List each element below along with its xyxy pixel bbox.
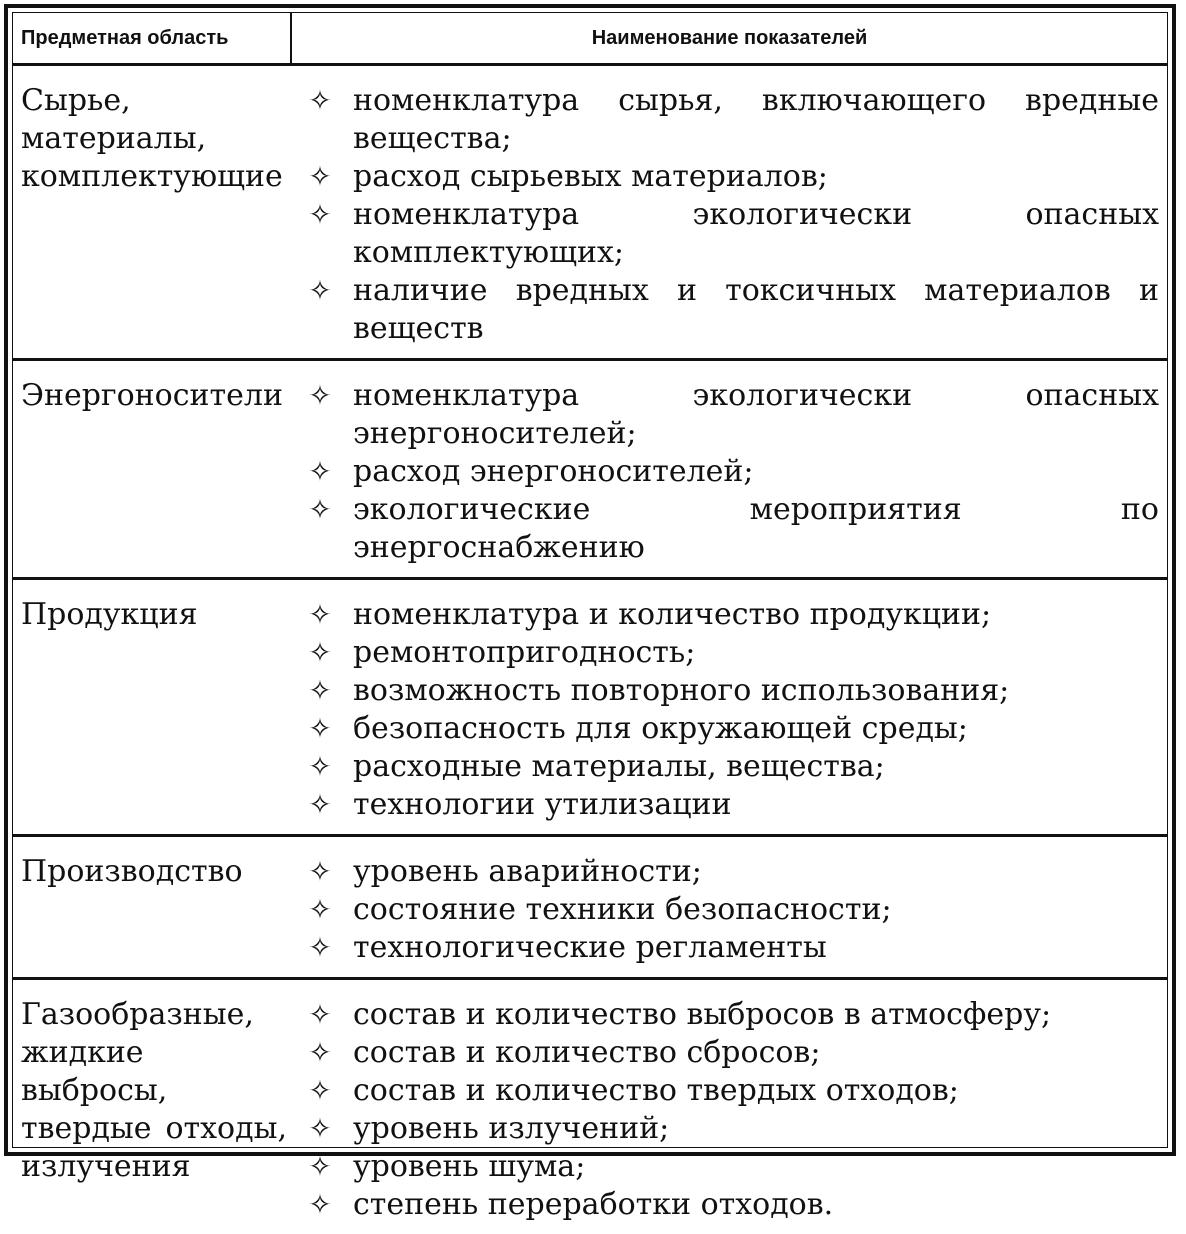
list-item xyxy=(291,82,1159,158)
list-item xyxy=(291,748,1159,786)
indicator-text: безопасность для окружающей среды; xyxy=(353,711,968,746)
indicators-cell xyxy=(291,836,1167,979)
subject-area-cell: Производство xyxy=(13,836,291,979)
list-item xyxy=(291,491,1159,567)
list-item xyxy=(291,853,1159,891)
indicator-text: экологические мероприятия по энергоснабжению xyxy=(353,492,1159,565)
indicator-text: состояние техники безопасности; xyxy=(353,892,892,927)
list-item xyxy=(291,272,1159,348)
diamond-star-outline-icon: ✧ xyxy=(303,1186,337,1224)
subject-area-cell: Сырье, материалы, комплектующие xyxy=(13,65,291,360)
diamond-star-outline-icon: ✧ xyxy=(303,710,337,748)
header-subject-area: Предметная область xyxy=(13,13,291,65)
table-row xyxy=(13,979,1167,1234)
indicator-text: уровень аварийности; xyxy=(353,854,702,889)
subject-area-cell: Энергоносители xyxy=(13,360,291,579)
table-body xyxy=(13,65,1167,1234)
indicator-text: технологии утилизации xyxy=(353,787,732,822)
indicators-cell xyxy=(291,979,1167,1234)
list-item xyxy=(291,1110,1159,1148)
diamond-star-outline-icon: ✧ xyxy=(303,82,337,120)
table-row xyxy=(13,65,1167,360)
diamond-star-outline-icon: ✧ xyxy=(303,272,337,310)
indicators-table xyxy=(13,13,1167,1234)
indicator-text: состав и количество твердых отходов; xyxy=(353,1073,959,1108)
header-indicators: Наименование показателей xyxy=(291,13,1167,65)
list-item xyxy=(291,377,1159,453)
list-item xyxy=(291,1148,1159,1186)
diamond-star-outline-icon: ✧ xyxy=(303,377,337,415)
list-item xyxy=(291,1034,1159,1072)
indicator-text: возможность повторного использования; xyxy=(353,673,1009,708)
diamond-star-outline-icon: ✧ xyxy=(303,196,337,234)
list-item xyxy=(291,996,1159,1034)
indicator-text: уровень шума; xyxy=(353,1149,585,1184)
subject-area-cell: Продукция xyxy=(13,579,291,836)
indicator-text: уровень излучений; xyxy=(353,1111,669,1146)
indicator-text: номенклатура экологически опасных энергоносителей; xyxy=(353,378,1159,451)
diamond-star-outline-icon: ✧ xyxy=(303,891,337,929)
table-inner-border xyxy=(12,12,1168,1148)
table-frame xyxy=(4,4,1176,1156)
diamond-star-outline-icon: ✧ xyxy=(303,672,337,710)
list-item xyxy=(291,453,1159,491)
indicator-text: расходные материалы, вещества; xyxy=(353,749,885,784)
indicator-text: состав и количество сбросов; xyxy=(353,1035,820,1070)
indicator-text: наличие вредных и токсичных материалов и веществ xyxy=(353,273,1159,346)
diamond-star-outline-icon: ✧ xyxy=(303,853,337,891)
list-item xyxy=(291,672,1159,710)
list-item xyxy=(291,634,1159,672)
list-item xyxy=(291,710,1159,748)
list-item xyxy=(291,1186,1159,1224)
diamond-star-outline-icon: ✧ xyxy=(303,158,337,196)
indicator-text: номенклатура сырья, включающего вредные вещества; xyxy=(353,83,1159,156)
table-row xyxy=(13,360,1167,579)
diamond-star-outline-icon: ✧ xyxy=(303,1148,337,1186)
diamond-star-outline-icon: ✧ xyxy=(303,1072,337,1110)
indicators-cell xyxy=(291,579,1167,836)
indicator-list xyxy=(291,82,1159,348)
diamond-star-outline-icon: ✧ xyxy=(303,1034,337,1072)
indicator-list xyxy=(291,996,1159,1224)
diamond-star-outline-icon: ✧ xyxy=(303,1110,337,1148)
indicator-text: степень переработки отходов. xyxy=(353,1187,833,1222)
indicator-text: расход сырьевых материалов; xyxy=(353,159,828,194)
list-item xyxy=(291,596,1159,634)
indicator-text: ремонтопригодность; xyxy=(353,635,695,670)
indicator-text: номенклатура экологически опасных комплектующих; xyxy=(353,197,1159,270)
list-item xyxy=(291,196,1159,272)
diamond-star-outline-icon: ✧ xyxy=(303,929,337,967)
diamond-star-outline-icon: ✧ xyxy=(303,634,337,672)
indicators-cell xyxy=(291,65,1167,360)
indicator-list xyxy=(291,377,1159,567)
table-row xyxy=(13,579,1167,836)
indicators-cell xyxy=(291,360,1167,579)
indicator-text: состав и количество выбросов в атмосферу; xyxy=(353,997,1051,1032)
diamond-star-outline-icon: ✧ xyxy=(303,491,337,529)
indicator-text: технологические регламенты xyxy=(353,930,827,965)
indicator-list xyxy=(291,596,1159,824)
list-item xyxy=(291,929,1159,967)
list-item xyxy=(291,158,1159,196)
header-row xyxy=(13,13,1167,65)
diamond-star-outline-icon: ✧ xyxy=(303,786,337,824)
list-item xyxy=(291,1072,1159,1110)
list-item xyxy=(291,891,1159,929)
indicator-list xyxy=(291,853,1159,967)
indicator-text: расход энергоносителей; xyxy=(353,454,754,489)
diamond-star-outline-icon: ✧ xyxy=(303,748,337,786)
diamond-star-outline-icon: ✧ xyxy=(303,596,337,634)
table-row xyxy=(13,836,1167,979)
subject-area-cell: Газообразные, жидкие выбросы, твердые отходы, излучения xyxy=(13,979,291,1234)
indicator-text: номенклатура и количество продукции; xyxy=(353,597,991,632)
diamond-star-outline-icon: ✧ xyxy=(303,996,337,1034)
diamond-star-outline-icon: ✧ xyxy=(303,453,337,491)
list-item xyxy=(291,786,1159,824)
